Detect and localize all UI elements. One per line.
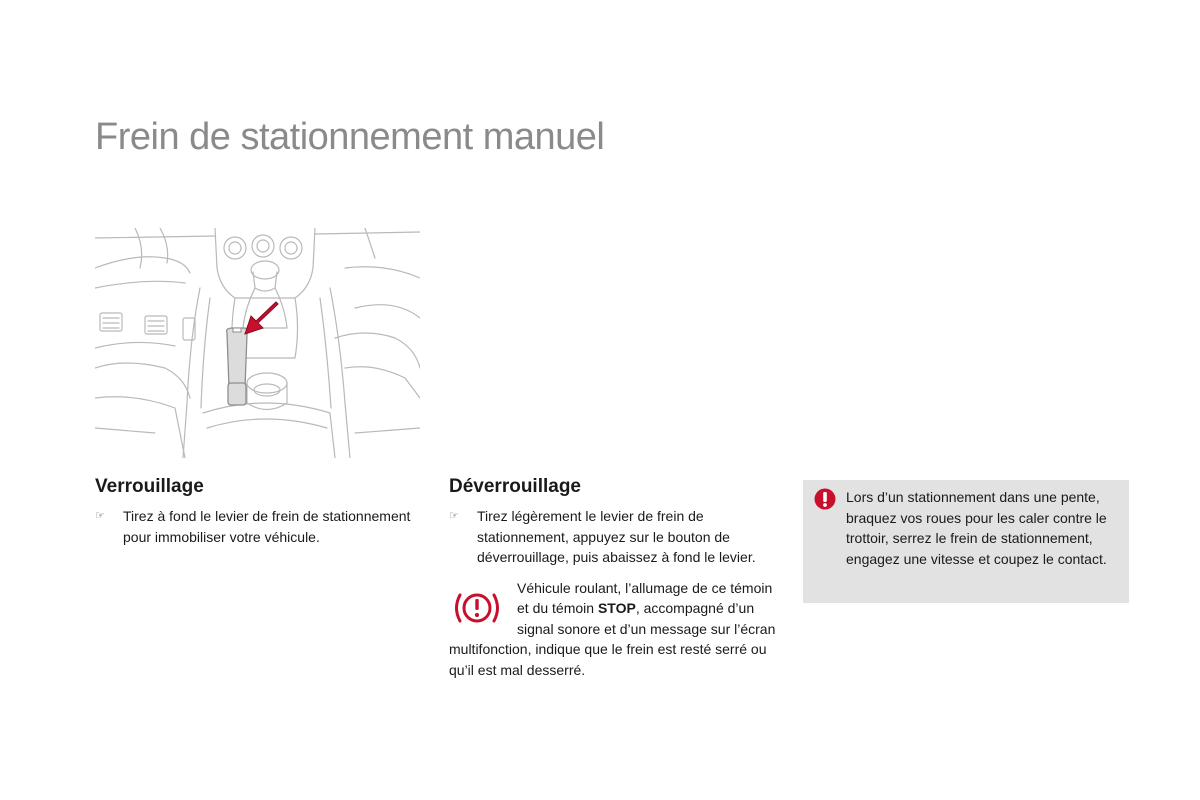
locking-heading: Verrouillage [95,476,204,497]
bullet-marker-icon: ☞ [95,510,105,522]
warning-text-after: , accompagné d’un signal sonore et d’un message sur l’écran multifonction, indique que le frein est resté serré ou qu’il est mal desserré. [449,600,776,678]
exclamation-icon [814,488,836,510]
note-text: Lors d’un stationnement dans une pente, braquez vos roues pour les caler contre le trottoir, serrez le frein de stationnement, engagez une vitesse et coupez le contact. [846,489,1107,567]
unlocking-bullet [449,506,779,568]
parking-brake-lever-illustration [95,228,420,458]
warning-text-before: Véhicule roulant, l’allumage de ce témoin et du témoin [517,579,773,616]
locking-bullet [95,506,415,547]
note-box [803,480,1129,603]
warning-text-bold: STOP [597,600,636,616]
unlocking-bullet-text: Tirez légèrement le levier de frein de stationnement, appuyez sur le bouton de déverrouillage, puis abaissez à fond le levier. [477,508,756,565]
unlocking-section [449,476,779,680]
locking-section [95,476,415,547]
page-title: Frein de stationnement manuel [95,116,605,158]
locking-bullet-text: Tirez à fond le levier de frein de stationnement pour immobiliser votre véhicule. [123,508,411,545]
unlocking-heading: Déverrouillage [449,476,581,497]
bullet-marker-icon: ☞ [449,510,459,522]
brake-warning-icon [449,584,505,632]
brake-warning-paragraph [449,578,779,681]
